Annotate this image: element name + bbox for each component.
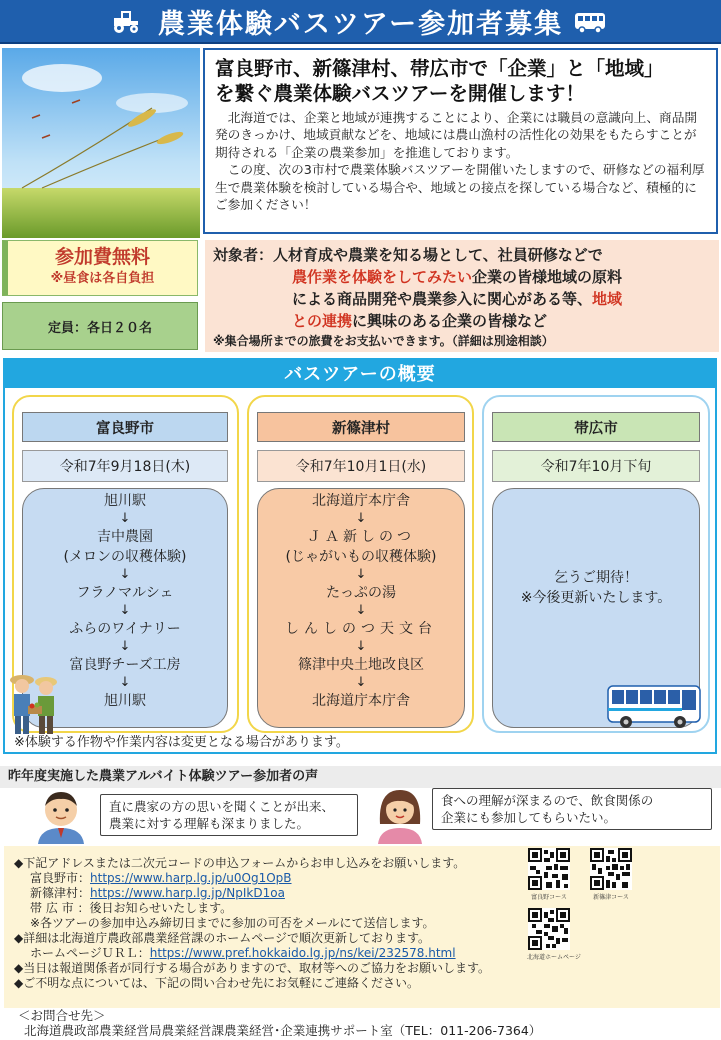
voice-bubble-1-line-1: 直に農家の方の思いを聞くことが出来、 xyxy=(109,799,335,814)
furano-label: 富良野市： xyxy=(30,871,91,885)
title-bar xyxy=(0,0,721,44)
apply-press-note: ◆当日は報道関係者が同行する場合がありますので、取材等へのご協力をお願いします。 xyxy=(14,961,491,975)
contact-label: ＜お問合せ先＞ xyxy=(18,1008,106,1023)
overview-header xyxy=(3,358,717,388)
fee-box xyxy=(2,240,198,296)
target-note: ※集合場所までの旅費をお支払いできます。（詳細は別途相談） xyxy=(213,334,554,348)
target-line-1 xyxy=(213,244,711,266)
route-step: ＪＡ新しのつ xyxy=(307,529,415,545)
down-arrow-icon: ↓ xyxy=(119,567,131,582)
target-highlight-1: 農作業を体験をしてみたい xyxy=(292,268,473,286)
down-arrow-icon: ↓ xyxy=(355,511,367,526)
route-step: フラノマルシェ xyxy=(76,585,174,601)
qr-code-homepage[interactable] xyxy=(528,908,570,950)
target-highlight-2: 地域 xyxy=(592,290,623,308)
route-step-detail: (じゃがいもの収穫体験) xyxy=(285,549,437,565)
overview-title: バスツアーの概要 xyxy=(284,364,436,385)
qr-label-furano: 富良野コース xyxy=(531,894,567,901)
route-step: しんしのつ天文台 xyxy=(285,621,437,637)
route-step: 富良野チーズ工房 xyxy=(69,657,181,673)
qr-code-icon xyxy=(528,848,570,890)
capacity-text: 定員：各日２０名 xyxy=(47,320,152,336)
farmers-illustration xyxy=(2,666,66,738)
route-step: 北海道庁本庁舎 xyxy=(312,693,410,709)
man-avatar xyxy=(32,786,90,844)
apply-shinshinotsu xyxy=(30,886,285,901)
intro-heading-line-2: を繋ぐ農業体験バスツアーを開催します！ xyxy=(215,82,585,105)
obihiro-label: 帯 広 市 ： xyxy=(30,901,90,915)
apply-homepage xyxy=(30,946,456,961)
target-text-4: に興味のある企業の皆様など xyxy=(352,312,548,330)
voices-heading: 昨年度実施した農業アルバイト体験ツアー参加者の声 xyxy=(0,766,721,788)
target-line-3 xyxy=(213,288,711,310)
voice-bubble-1-line-2: 農業に対する理解も深まりました。 xyxy=(109,816,310,831)
target-text-3: による商品開発や農業参入に関心がある等、 xyxy=(292,290,593,308)
voice-bubble-2 xyxy=(432,788,712,830)
target-line-2 xyxy=(213,266,711,288)
apply-obihiro xyxy=(30,901,232,916)
intro-heading-line-1: 富良野市、新篠津村、帯広市で「企業」と「地域」 xyxy=(215,57,664,80)
intro-paragraph-1: 北海道では、企業と地域が連携することにより、企業には職員の意識向上、商品開発のきっかけ、地域貢献などを、地域には農山漁村の活性化の効果をもたらすことが期待される「企業の農業参加」を推進しております。 xyxy=(215,110,698,160)
qr-code-shinshinotsu[interactable] xyxy=(590,848,632,890)
bus-icon xyxy=(574,10,606,34)
furano-name: 富良野市 xyxy=(22,412,228,442)
woman-avatar xyxy=(372,784,428,844)
furano-link[interactable]: https://www.harp.lg.jp/u0Og1OpB xyxy=(90,871,292,885)
apply-deadline-note: ※各ツアーの参加申込み締切日までに参加の可否をメールにて送信します。 xyxy=(30,916,435,930)
intro-box xyxy=(203,48,718,234)
update-note: ※今後更新いたします。 xyxy=(520,590,672,606)
down-arrow-icon: ↓ xyxy=(119,639,131,654)
homepage-label: ホームページＵＲＬ： xyxy=(30,946,150,960)
bus-illustration xyxy=(604,682,704,730)
target-box xyxy=(205,240,719,352)
qr-code-furano[interactable] xyxy=(528,848,570,890)
obihiro-text: 後日お知らせいたします。 xyxy=(89,901,233,915)
down-arrow-icon: ↓ xyxy=(355,567,367,582)
down-arrow-icon: ↓ xyxy=(355,603,367,618)
apply-contact-note: ◆ご不明な点については、下記の問い合わせ先にお気軽にご連絡ください。 xyxy=(14,976,419,990)
route-step: 旭川駅 xyxy=(104,493,146,509)
shinshinotsu-name: 新篠津村 xyxy=(257,412,465,442)
route-step: たっぷの湯 xyxy=(326,585,396,601)
voice-bubble-2-line-2: 企業にも参加してもらいたい。 xyxy=(441,810,617,825)
apply-furano xyxy=(30,871,292,886)
route-step: 旭川駅 xyxy=(104,693,146,709)
shinshinotsu-route xyxy=(257,488,465,728)
fee-note: ※昼食は各自負担 xyxy=(50,271,155,286)
tractor-icon xyxy=(112,10,140,34)
route-step: 篠津中央土地改良区 xyxy=(298,657,424,673)
voice-bubble-2-line-1: 食への理解が深まるので、飲食関係の xyxy=(441,793,654,808)
homepage-link[interactable]: https://www.pref.hokkaido.lg.jp/ns/kei/232578.html xyxy=(149,946,456,960)
qr-label-homepage: 北海道ホームページ xyxy=(527,954,581,961)
apply-details: ◆詳細は北海道庁農政部農業経営課のホームページで順次更新しております。 xyxy=(14,931,431,945)
page-title: 農業体験バスツアー参加者募集 xyxy=(157,8,564,40)
fee-title: 参加費無料 xyxy=(54,246,150,268)
coming-soon-text: 乞うご期待！ xyxy=(554,570,638,586)
target-label: 対象者： xyxy=(213,246,274,264)
apply-instructions: ◆下記アドレスまたは二次元コードの申込フォームからお申し込みをお願いします。 xyxy=(14,856,466,870)
down-arrow-icon: ↓ xyxy=(119,511,131,526)
shinshinotsu-label: 新篠津村： xyxy=(30,886,91,900)
shinshinotsu-link[interactable]: https://www.harp.lg.jp/NpIkD1oa xyxy=(90,886,285,900)
intro-heading xyxy=(215,56,708,106)
target-text-2: 企業の皆様地域の原料 xyxy=(472,268,623,286)
shinshinotsu-date: 令和7年10月1日(水) xyxy=(257,450,465,482)
route-step: ふらのワイナリー xyxy=(69,621,181,637)
down-arrow-icon: ↓ xyxy=(355,639,367,654)
route-step: 北海道庁本庁舎 xyxy=(312,493,410,509)
down-arrow-icon: ↓ xyxy=(119,675,131,690)
intro-paragraph-2: この度、次の3市村で農業体験バスツアーを開催いたしますので、研修などの福利厚生で農業体験を検討している場合や、地域との接点を探している場合など、積極的にご参加ください！ xyxy=(215,162,705,213)
contact-info: 北海道農政部農業経営局農業経営課農業経営･企業連携サポート室（TEL：011-206-7364） xyxy=(24,1023,542,1038)
qr-label-shinshinotsu: 新篠津コース xyxy=(593,894,629,901)
obihiro-date: 令和7年10月下旬 xyxy=(492,450,700,482)
furano-date: 令和7年9月18日(木) xyxy=(22,450,228,482)
obihiro-name: 帯広市 xyxy=(492,412,700,442)
qr-code-icon xyxy=(528,908,570,950)
voice-bubble-1 xyxy=(100,794,358,836)
qr-code-icon xyxy=(590,848,632,890)
intro-body xyxy=(215,109,708,213)
capacity-box xyxy=(2,302,198,350)
rice-field-image xyxy=(2,48,200,238)
target-line-4 xyxy=(213,310,711,332)
route-step-detail: (メロンの収穫体験) xyxy=(63,549,187,565)
target-highlight-3: との連携 xyxy=(292,312,353,330)
target-text-1: 人材育成や農業を知る場として、社員研修などで xyxy=(273,246,603,264)
overview-note: ※体験する作物や作業内容は変更となる場合があります。 xyxy=(14,735,349,750)
down-arrow-icon: ↓ xyxy=(355,675,367,690)
down-arrow-icon: ↓ xyxy=(119,603,131,618)
route-step: 吉中農園 xyxy=(97,529,153,545)
